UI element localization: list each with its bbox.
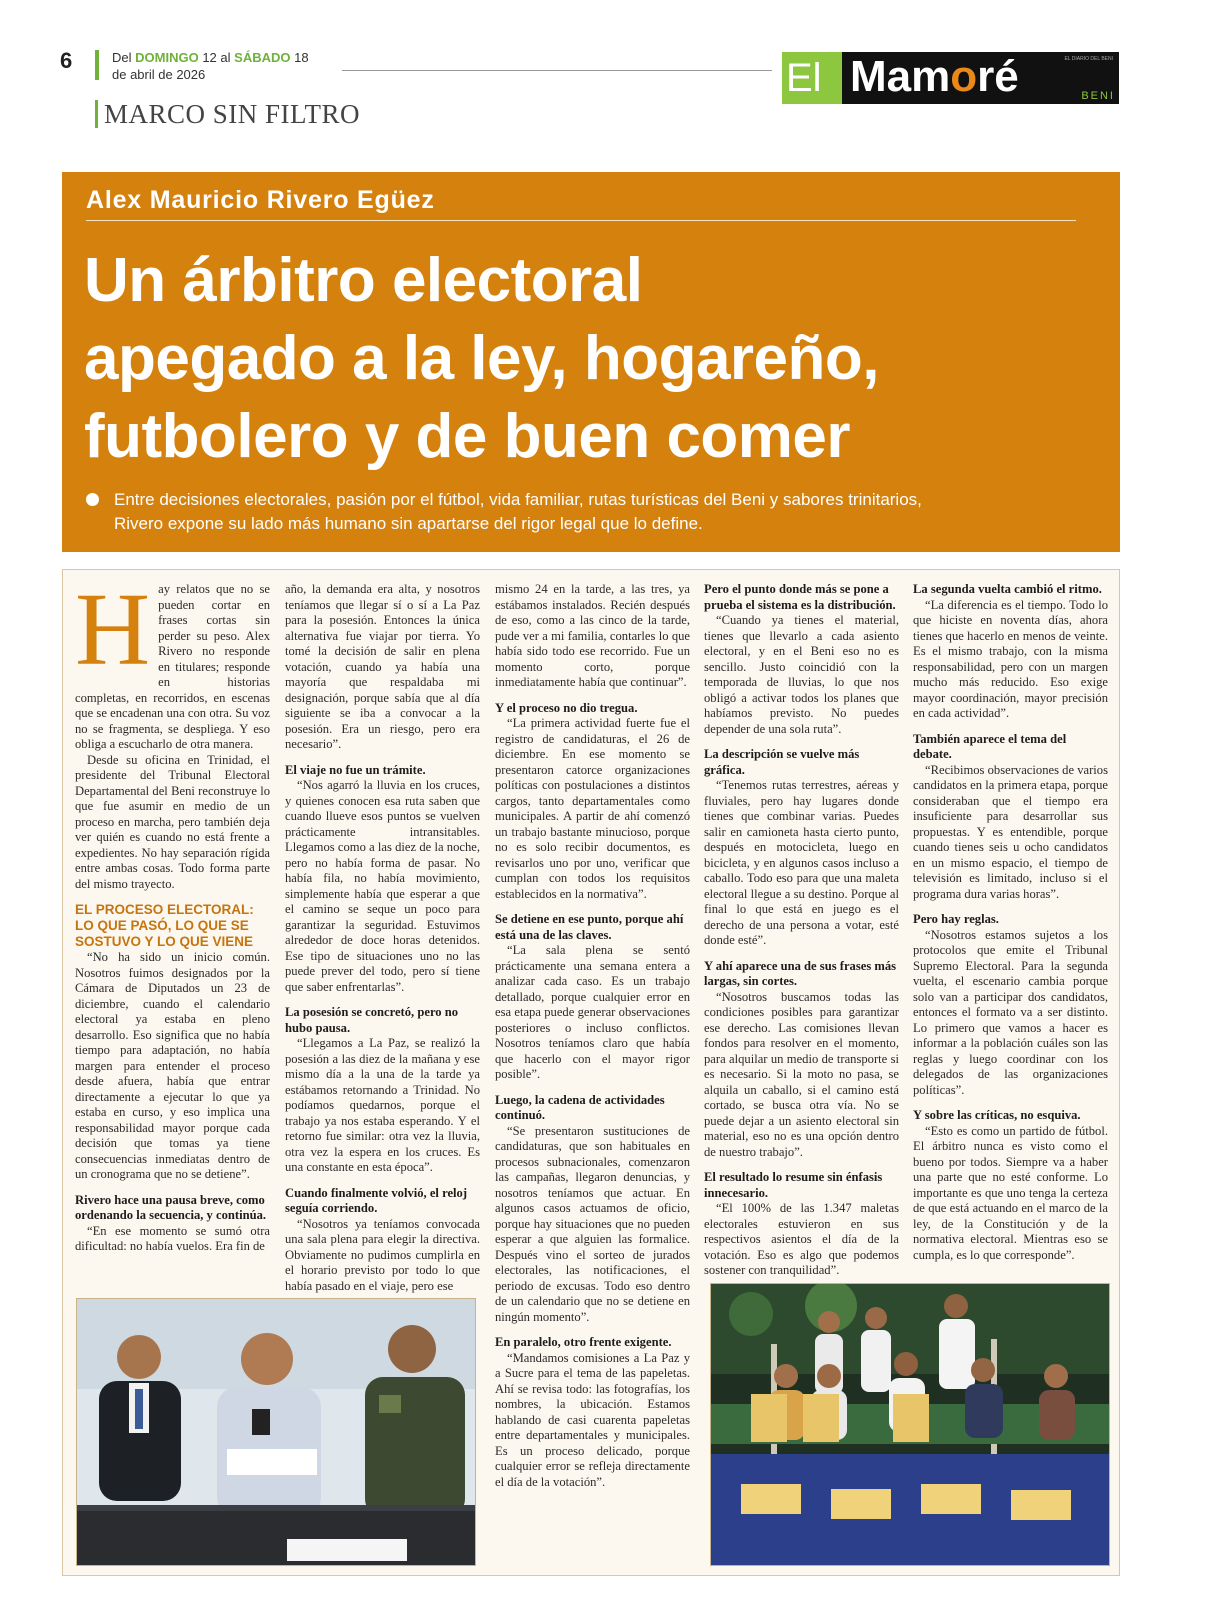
paragraph: “Nos agarró la lluvia en los cruces, y quienes conocen esa ruta saben que cuando llueve esos puntos se vuelven prácticamente intransitables. Llegamos como a las diez de la noche, pero no había forma de pasar. No había fila, no había movimiento, simplemente había que esperar a que el camino se seque un poco para garantizar la seguridad. Estuvimos alrededor de doce horas detenidos. Ese tipo de situaciones uno no las puede prever del todo, pero sí tiene que saber enfrentarlas”.: [285, 778, 480, 994]
logo-name-a: Mam: [850, 52, 951, 101]
logo-sun-o: o: [950, 52, 978, 101]
subhead: Cuando finalmente volvió, el reloj seguía corriendo.: [285, 1185, 468, 1215]
drop-cap: H: [75, 572, 151, 687]
date-accent-bar: [95, 50, 99, 80]
paragraph: “En ese momento se sumó otra dificultad: no había vuelos. Era fin de: [75, 1223, 270, 1253]
subhead: Y el proceso no dio tregua.: [495, 700, 638, 715]
deck: [86, 488, 1096, 536]
subhead: Rivero hace una pausa breve, como ordenando la secuencia, y continúa.: [75, 1192, 267, 1222]
paragraph: mismo 24 en la tarde, a las tres, ya estábamos instalados. Recién después de eso, como a las cinco de la tarde, pude ver a mi familia, contarles lo que había sido todo ese recorrido. Fue un momento corto, porque inmediatamente había que continuar”.: [495, 582, 690, 689]
paragraph: Desde su oficina en Trinidad, el presidente del Tribunal Electoral Departamental del Beni reconstruye lo que fue asumir en medio de un proceso en marcha, pero también deja ver quién es cuando no está frente a expedientes. No hay separación rígida entre ambas cosas. Todo forma parte del mismo trayecto.: [75, 752, 270, 891]
column-4: [704, 582, 899, 1279]
paragraph: “Nosotros ya teníamos convocada una sala plena para elegir la directiva. Obviamente no pudimos cumplirla en el horario previsto por todo lo que había pasado en el viaje, pero ese: [285, 1216, 480, 1293]
headline-line: futbolero y de buen comer: [84, 402, 851, 471]
logo-el: El: [782, 52, 842, 104]
subhead: Pero hay reglas.: [913, 912, 999, 926]
paragraph: “Tenemos rutas terrestres, aéreas y fluviales, pero hay lugares donde tienes que combinar varias. Puedes salir en camioneta hasta cierto punto, después en motocicleta, luego en bicicleta, y en algunos casos incluso a caballo. Todo eso para que una maleta electoral llegue a su destino. Porque al final lo que está en juego es el derecho de una persona a votar, esté donde esté”.: [704, 778, 899, 947]
subhead: Pero el punto donde más se pone a prueba el sistema es la distribución.: [704, 582, 896, 612]
paragraph: “Esto es como un partido de fútbol. El árbitro nunca es visto como el bueno por todos. Siempre va a haber una parte que no esté conforme. Lo importante es que uno tenga la certeza de que está actuando en el marco de la ley, de la Constitución y de la normativa electoral. Mientras eso se cumpla, es lo que corresponde”.: [913, 1123, 1108, 1262]
date-line-2: de abril de 2026: [112, 67, 206, 82]
article-body: [62, 569, 1120, 1576]
paragraph: “Recibimos observaciones de varios candidatos en la primera etapa, porque consideraban que el tiempo era insuficiente para desarrollar sus propuestas. Y es entendible, porque cuando tienes seis u ocho candidatos en un mismo espacio, el tiempo de televisión es limitado, incluso si el programa dura varias horas”.: [913, 762, 1108, 901]
column-2: [285, 582, 480, 1294]
page-number: 6: [60, 48, 73, 73]
paragraph: “Nosotros buscamos todas las condiciones posibles para garantizar ese derecho. Las comisiones llevan fondos para resolver en el momento, para alquilar un medio de transporte si es necesario. Si la moto no pasa, se alquila un caballo, si el camino está cortado, se busca otra vía. No se puede dejar a un asiento electoral sin material, eso no es una opción dentro de nuestro trabajo”.: [704, 989, 899, 1159]
press-conference-photo: [76, 1298, 476, 1566]
headline: [84, 242, 1114, 476]
paragraph: “Se presentaron sustituciones de candidaturas, que son habituales en procesos subnacionales, comenzaron las campañas, llegaron denuncias, y nosotros teníamos que actuar. En algunos casos actuamos de oficio, porque hay situaciones que no pueden esperar a que alguien las formalice. Después vino el sorteo de jurados electorales, las notificaciones, el periodo de excusas. Todo eso dentro de un calendario que no se detiene en ningún momento”.: [495, 1123, 690, 1324]
subhead: Luego, la cadena de actividades continuó.: [495, 1092, 665, 1122]
section-subhead: EL PROCESO ELECTORAL: LO QUE PASÓ, LO QUE SE SOSTUVO Y LO QUE VIENE: [75, 902, 254, 949]
subhead: La posesión se concretó, pero no hubo pausa.: [285, 1005, 459, 1035]
deck-line: Entre decisiones electorales, pasión por el fútbol, vida familiar, rutas turísticas del Beni y sabores trinitarios,: [114, 490, 922, 509]
date-prefix: Del: [112, 50, 132, 65]
subhead: Y sobre las críticas, no esquiva.: [913, 1108, 1081, 1122]
paragraph: “La primera actividad fuerte fue el registro de candidaturas, el 26 de diciembre. En ese momento se presentaron catorce organizaciones políticas con postulaciones a distintos cargos, tanto departamentales como municipales. A partir de ahí comenzó un trabajo bastante minucioso, porque no es solo recibir documentos, es revisarlos uno por uno, verificar que cumplan con todos los requisitos establecidos en la normativa”.: [495, 716, 690, 901]
logo-name-b: ré: [977, 52, 1019, 101]
subhead: Se detiene en ese punto, porque ahí está una de las claves.: [495, 912, 684, 942]
paragraph: “Llegamos a La Paz, se realizó la posesión a las diez de la mañana y ese mismo día a la una de la tarde ya estábamos retornando a Trinidad. No podíamos quedarnos, porque el trabajo ya nos estaba esperando. Y el retorno fue similar: otra vez la lluvia, otra vez la espera en los cruces. Es una constante en esta época”.: [285, 1036, 480, 1174]
section-accent-bar: [95, 100, 98, 128]
subhead: Y ahí aparece una de sus frases más largas, sin cortes.: [704, 958, 897, 988]
date-mid: 12 al: [202, 50, 231, 65]
column-3: [495, 582, 690, 1490]
paragraph: “Nosotros estamos sujetos a los protocolos que emite el Tribunal Supremo Electoral. Para la segunda vuelta, el escenario cambia porque solo van a participar dos candidatos, entonces el formato va a ser distinto. Lo primero que vamos a hacer es informar a la población cuáles son las reglas y luego coordinar con los delegados de las organizaciones políticas”.: [913, 927, 1108, 1097]
subhead: El viaje no fue un trámite.: [285, 762, 426, 777]
subhead: El resultado lo resume sin énfasis innecesario.: [704, 1170, 883, 1200]
column-1: [75, 572, 270, 1255]
issue-date: [112, 49, 309, 83]
paragraph: “No ha sido un inicio común. Nosotros fuimos designados por la Cámara de Diputados un 23 de diciembre, cuando el calendario electoral ya estaba en pleno desarrollo. Eso significa que no había tiempo para adaptación, no había margen para entender el proceso desde afuera, había que entrar directamente a ejecutar lo que ya estaba en curso, y eso implica una responsabilidad mayor porque cada decisión que tomas ya tiene consecuencias inmediatas dentro de un cronograma que no se detiene”.: [75, 950, 270, 1181]
paragraph: “El 100% de las 1.347 maletas electorales estuvieron en sus respectivos asientos el día de la votación. Eso es algo que podemos sostener con tranquilidad”.: [704, 1201, 899, 1277]
headline-line: Un árbitro electoral: [84, 246, 643, 315]
section-title: MARCO SIN FILTRO: [104, 99, 361, 129]
paragraph: “Cuando ya tienes el material, tienes que llevarlo a cada asiento electoral, y en el Beni eso no es sencillo. Justo coincidió con la temporada de lluvias, lo que nos obligó a activar todos los planes que habíamos previsto. No puedes depender de una sola ruta”.: [704, 613, 899, 736]
paragraph: “La sala plena se sentó prácticamente una semana entera a analizar cada caso. Es un trabajo detallado, porque cualquier error en esa etapa puede generar observaciones posteriores o incluso conflictos. Nosotros teníamos claro que había que hacerlo con el mayor rigor posible”.: [495, 943, 690, 1081]
paragraph: año, la demanda era alta, y nosotros teníamos que llegar sí o sí a La Paz para la posesión. Entonces la única alternativa fue viajar por tierra. Yo tomé la decisión de salir en plena votación, cuando ya había una mayoría que respaldaba mi designación, porque sabía que al día siguiente se iba a convocar a la posesión. Era un riesgo, pero era necesario”.: [285, 582, 480, 751]
date-day-end: SÁBADO: [234, 50, 291, 65]
paragraph: ay relatos que no se pueden cortar en frases cortas sin perder su peso. Alex Rivero no responde en titulares; responde en historias completas, en recorridos, en escenas que se encadenan una con otra. Su voz no se fragmenta, se despliega. Y eso obliga a escucharlo de otra manera.: [75, 582, 270, 751]
group-event-photo: [710, 1283, 1110, 1566]
column-5: [913, 582, 1108, 1263]
logo-small-text: EL DIARIO DEL BENI: [1064, 56, 1113, 62]
subhead: También aparece el tema del debate.: [913, 731, 1067, 761]
author-name: Alex Mauricio Rivero Egüez: [86, 186, 435, 214]
subhead: En paralelo, otro frente exigente.: [495, 1335, 672, 1349]
date-day-start: DOMINGO: [135, 50, 199, 65]
deck-line: Rivero expone su lado más humano sin apartarse del rigor legal que lo define.: [114, 514, 703, 533]
subhead: La descripción se vuelve más gráfica.: [704, 747, 860, 777]
headline-line: apegado a la ley, hogareño,: [84, 324, 880, 393]
paragraph: “La diferencia es el tiempo. Todo lo que hiciste en noventa días, ahora tienes que hacerlo en menos de veinte. Es el mismo trabajo, con la misma responsabilidad, pero con un margen mucho más reducido. Eso exige mayor coordinación, mayor precisión en cada actividad”.: [913, 597, 1108, 720]
headline-banner: [62, 172, 1120, 552]
date-end: 18: [294, 50, 309, 65]
logo-name: [842, 52, 1119, 104]
newspaper-logo[interactable]: [782, 52, 1119, 104]
header-rule: [342, 70, 772, 71]
subhead: La segunda vuelta cambió el ritmo.: [913, 582, 1102, 596]
author-rule: [86, 220, 1076, 221]
press-conference-illustration: [77, 1299, 476, 1566]
group-event-illustration: [711, 1284, 1110, 1566]
logo-region: BENI: [1081, 90, 1115, 102]
paragraph: “Mandamos comisiones a La Paz y a Sucre para el tema de las papeletas. Ahí se revisa todo: las fotografías, los nombres, la ubicación. Estamos hablando de casi cuarenta papeletas entre departamentales y municipales. Es un proceso delicado, porque cualquier error se refleja directamente el día de la votación”.: [495, 1350, 690, 1489]
bullet-icon: [86, 493, 99, 506]
